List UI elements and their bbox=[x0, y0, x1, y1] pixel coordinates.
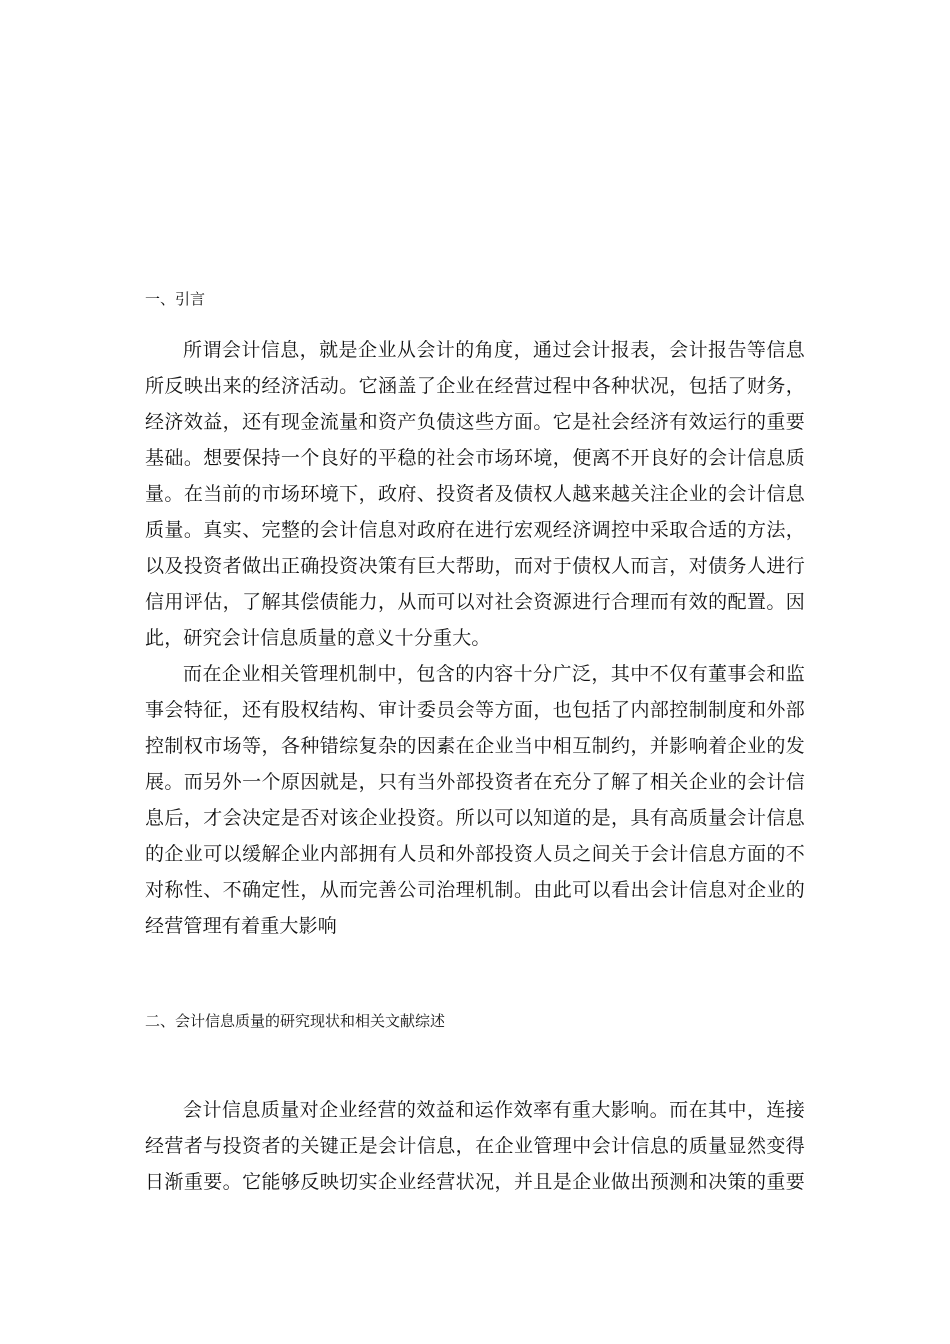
paragraph-line: 基础。想要保持一个良好的平稳的社会市场环境，便离不开良好的会计信息质 bbox=[145, 447, 805, 469]
section-introduction-body bbox=[145, 332, 805, 944]
paragraph-line: 息后，才会决定是否对该企业投资。所以可以知道的是，具有高质量会计信息 bbox=[145, 807, 805, 829]
paragraph-line: 以及投资者做出正确投资决策有巨大帮助，而对于债权人而言，对债务人进行 bbox=[145, 555, 805, 577]
paragraph-line: 日渐重要。它能够反映切实企业经营状况，并且是企业做出预测和决策的重要 bbox=[145, 1171, 805, 1193]
paragraph-line: 的企业可以缓解企业内部拥有人员和外部投资人员之间关于会计信息方面的不 bbox=[145, 843, 805, 865]
paragraph-line: 事会特征，还有股权结构、审计委员会等方面，也包括了内部控制制度和外部 bbox=[145, 699, 805, 721]
paragraph-line: 会计信息质量对企业经营的效益和运作效率有重大影响。而在其中，连接 bbox=[183, 1099, 805, 1121]
paragraph-line: 控制权市场等，各种错综复杂的因素在企业当中相互制约，并影响着企业的发 bbox=[145, 735, 805, 757]
section-heading-introduction: 一、引言 bbox=[145, 290, 206, 308]
paragraph-line: 量。在当前的市场环境下，政府、投资者及债权人越来越关注企业的会计信息 bbox=[145, 483, 805, 505]
paragraph-line: 此，研究会计信息质量的意义十分重大。 bbox=[145, 627, 491, 649]
paragraph-line: 经济效益，还有现金流量和资产负债这些方面。它是社会经济有效运行的重要 bbox=[145, 411, 805, 433]
section-heading-literature-review: 二、会计信息质量的研究现状和相关文献综述 bbox=[145, 1012, 446, 1030]
paragraph-line: 经营者与投资者的关键正是会计信息，在企业管理中会计信息的质量显然变得 bbox=[145, 1135, 805, 1157]
paragraph-line: 对称性、不确定性，从而完善公司治理机制。由此可以看出会计信息对企业的 bbox=[145, 879, 805, 901]
paragraph-line: 信用评估，了解其偿债能力，从而可以对社会资源进行合理而有效的配置。因 bbox=[145, 591, 805, 613]
paragraph-line: 质量。真实、完整的会计信息对政府在进行宏观经济调控中采取合适的方法， bbox=[145, 519, 805, 541]
paragraph-line: 展。而另外一个原因就是，只有当外部投资者在充分了解了相关企业的会计信 bbox=[145, 771, 805, 793]
paragraph-line: 而在企业相关管理机制中，包含的内容十分广泛，其中不仅有董事会和监 bbox=[183, 663, 805, 685]
paragraph-line: 所反映出来的经济活动。它涵盖了企业在经营过程中各种状况，包括了财务， bbox=[145, 375, 805, 397]
section-literature-review-body bbox=[145, 1092, 805, 1200]
paragraph-line: 所谓会计信息，就是企业从会计的角度，通过会计报表，会计报告等信息 bbox=[183, 339, 805, 361]
paragraph-line: 经营管理有着重大影响 bbox=[145, 915, 338, 937]
